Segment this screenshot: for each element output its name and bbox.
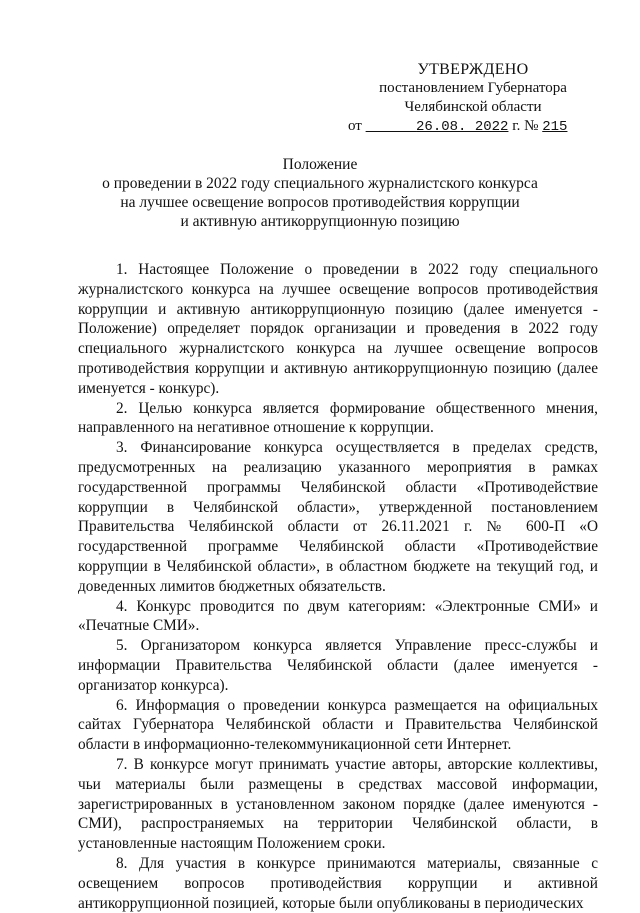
paragraph-7: 7. В конкурсе могут принимать участие авторы, авторские коллективы, чьи материалы были размещены в средствах массовой информации, зарегистрированных в установленном законом порядке (далее именуются - СМИ), распространяемых на территории Челябинской области, в установленные настоящим Положением сроки.	[78, 755, 598, 853]
number-prefix: г. №	[512, 118, 539, 134]
paragraph-8: 8. Для участия в конкурсе принимаются материалы, связанные с освещением вопросов противодействия коррупции и активной антикоррупционной позицией, которые были опубликованы в периодических	[78, 854, 598, 912]
approval-heading: УТВЕРЖДЕНО	[417, 61, 529, 78]
approval-date: 26.08. 2022	[416, 119, 509, 135]
title-line-2: о проведении в 2022 году специального журналистского конкурса	[102, 175, 538, 192]
paragraph-2: 2. Целью конкурса является формирование общественного мнения, направленного на негативное отношение к коррупции.	[78, 399, 598, 437]
paragraph-1: 1. Настоящее Положение о проведении в 2022 году специального журналистского конкурса на лучшее освещение вопросов противодействия коррупции и активную антикоррупционную позицию (далее именуется - Положение) определяет порядок организации и проведения в 2022 году специального журналистского конкурса на лучшее освещение вопросов противодействия коррупции и активную антикоррупционную позицию (далее именуется - конкурс).	[78, 261, 598, 397]
approval-number: 215	[542, 119, 568, 135]
date-prefix: от	[348, 118, 362, 134]
paragraph-5: 5. Организатором конкурса является Управление пресс-службы и информации Правительства Челябинской области (далее именуется - организатор конкурса).	[78, 637, 598, 694]
paragraph-3: 3. Финансирование конкурса осуществляется в пределах средств, предусмотренных на реализацию указанного мероприятия в рамках государственной программы Челябинской области «Противодействие коррупции в Челябинской области», утвержденной постановлением Правительства Челябинской области от 26.11.2021 г. № 600-П «О государственной программе Челябинской области «Противодействие коррупции в Челябинской области», в областном бюджете на текущий год, и доведенных лимитов бюджетных обязательств.	[78, 439, 598, 595]
document-body	[78, 260, 598, 913]
paragraph-6: 6. Информация о проведении конкурса размещается на официальных сайтах Губернатора Челябинской области и Правительства Челябинской области в информационно-телекоммуникационной сети Интернет.	[78, 696, 598, 754]
approval-date-line	[348, 117, 598, 137]
document-title	[0, 155, 640, 231]
title-line-4: и активную антикоррупционную позицию	[180, 213, 460, 230]
title-line-3: на лучшее освещение вопросов противодействия коррупции	[120, 194, 520, 211]
title-line-1: Положение	[282, 156, 358, 173]
approval-stamp	[348, 60, 598, 137]
approval-line-1: постановлением Губернатора	[379, 80, 567, 96]
paragraph-4: 4. Конкурс проводится по двум категориям: «Электронные СМИ» и «Печатные СМИ».	[78, 597, 598, 635]
approval-line-2: Челябинской области	[404, 99, 542, 115]
